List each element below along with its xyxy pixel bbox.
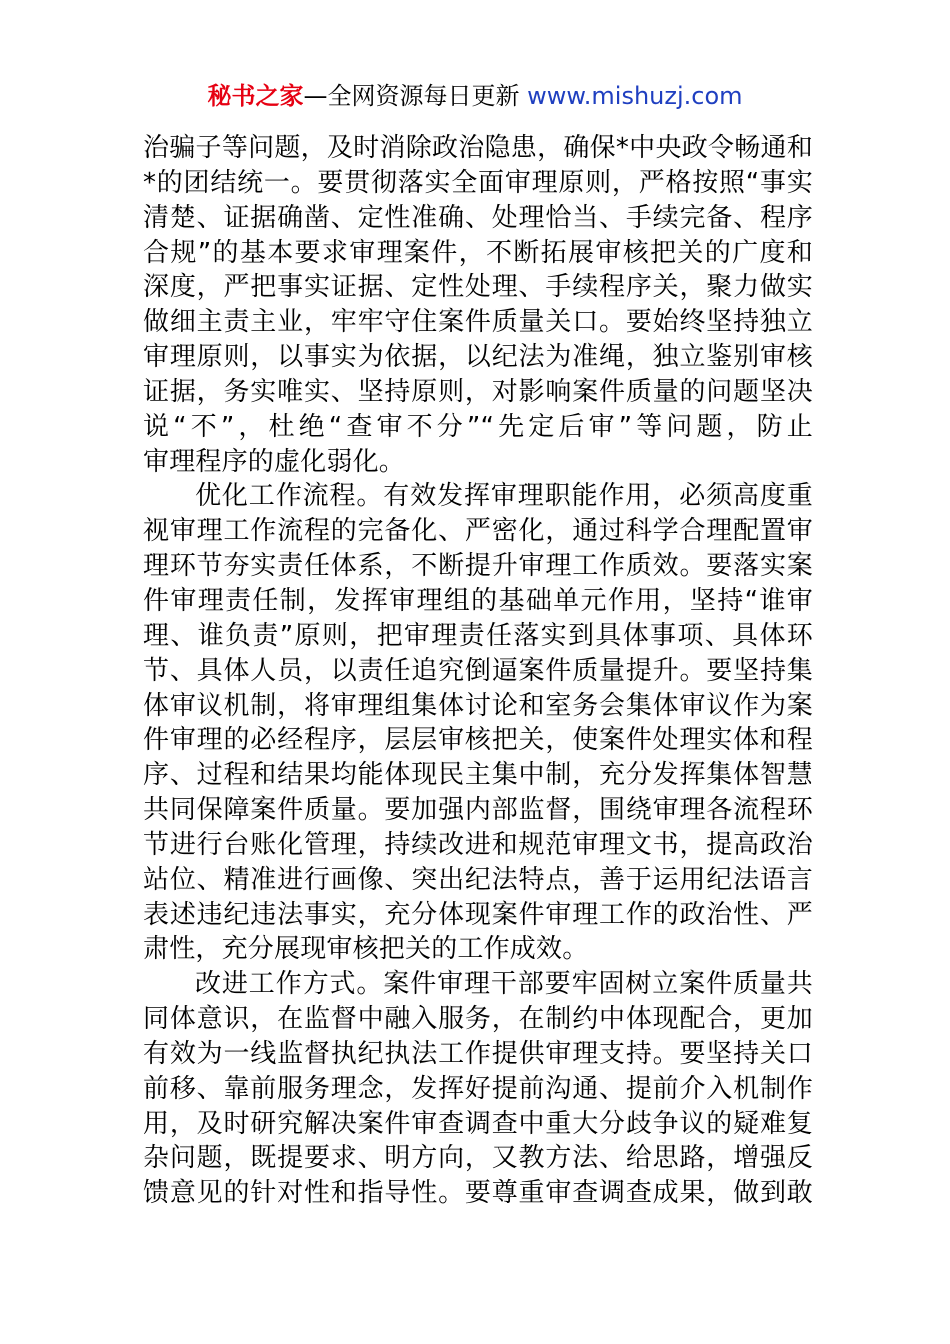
text-line: 前移、靠前服务理念，发挥好提前沟通、提前介入机制作 — [143, 1073, 813, 1104]
text-line: 共同保障案件质量。要加强内部监督，围绕审理各流程环 — [143, 795, 813, 826]
site-url-link[interactable]: www.mishuzj.com — [527, 82, 743, 110]
site-brand: 秘书之家 — [207, 82, 304, 110]
text-line: 体审议机制，将审理组集体讨论和室务会集体审议作为案 — [143, 690, 813, 721]
text-line: 视审理工作流程的完备化、严密化，通过科学合理配置审 — [143, 516, 813, 547]
text-line: 馈意见的针对性和指导性。要尊重审查调查成果，做到敢 — [143, 1178, 813, 1209]
text-line: 表述违纪违法事实，充分体现案件审理工作的政治性、严 — [143, 899, 813, 930]
text-line: 合规”的基本要求审理案件，不断拓展审核把关的广度和 — [143, 237, 813, 268]
text-line: 理、谁负责”原则，把审理责任落实到具体事项、具体环 — [143, 620, 813, 651]
text-line: 件审理的必经程序，层层审核把关，使案件处理实体和程 — [143, 725, 813, 756]
paragraph-first-line: 优化工作流程。有效发挥审理职能作用，必须高度重 — [195, 481, 813, 512]
text-line: 证据，务实唯实、坚持原则，对影响案件质量的问题坚决 — [143, 376, 813, 407]
site-tagline: —全网资源每日更新 — [303, 82, 520, 110]
paragraph-end-line: 审理程序的虚化弱化。 — [143, 446, 406, 477]
text-line: 节进行台账化管理，持续改进和规范审理文书，提高政治 — [143, 829, 813, 860]
text-line: 做细主责主业，牢牢守住案件质量关口。要始终坚持独立 — [143, 307, 813, 338]
text-line: 杂问题，既提要求、明方向，又教方法、给思路，增强反 — [143, 1143, 813, 1174]
text-line: 节、具体人员，以责任追究倒逼案件质量提升。要坚持集 — [143, 655, 813, 686]
site-header — [0, 80, 950, 112]
paragraph-first-line: 改进工作方式。案件审理干部要牢固树立案件质量共 — [195, 969, 813, 1000]
text-line: 用，及时研究解决案件审查调查中重大分歧争议的疑难复 — [143, 1108, 813, 1139]
text-line: 说“不”，杜绝“查审不分”“先定后审”等问题，防止 — [143, 411, 813, 442]
text-line: 理环节夯实责任体系，不断提升审理工作质效。要落实案 — [143, 551, 813, 582]
document-body — [143, 131, 813, 1211]
paragraph-end-line: 肃性，充分展现审核把关的工作成效。 — [143, 934, 589, 965]
text-line: 件审理责任制，发挥审理组的基础单元作用，坚持“谁审 — [143, 585, 813, 616]
text-line: *的团结统一。要贯彻落实全面审理原则，严格按照“事实 — [143, 167, 813, 198]
text-line: 站位、精准进行画像、突出纪法特点，善于运用纪法语言 — [143, 864, 813, 895]
text-line: 深度，严把事实证据、定性处理、手续程序关，聚力做实 — [143, 272, 813, 303]
text-line: 治骗子等问题，及时消除政治隐患，确保*中央政令畅通和 — [143, 133, 813, 163]
text-line: 有效为一线监督执纪执法工作提供审理支持。要坚持关口 — [143, 1038, 813, 1069]
text-line: 清楚、证据确凿、定性准确、处理恰当、手续完备、程序 — [143, 202, 813, 233]
text-line: 审理原则，以事实为依据，以纪法为准绳，独立鉴别审核 — [143, 342, 813, 373]
text-line: 序、过程和结果均能体现民主集中制，充分发挥集体智慧 — [143, 760, 813, 791]
text-line: 同体意识，在监督中融入服务，在制约中体现配合，更加 — [143, 1004, 813, 1035]
